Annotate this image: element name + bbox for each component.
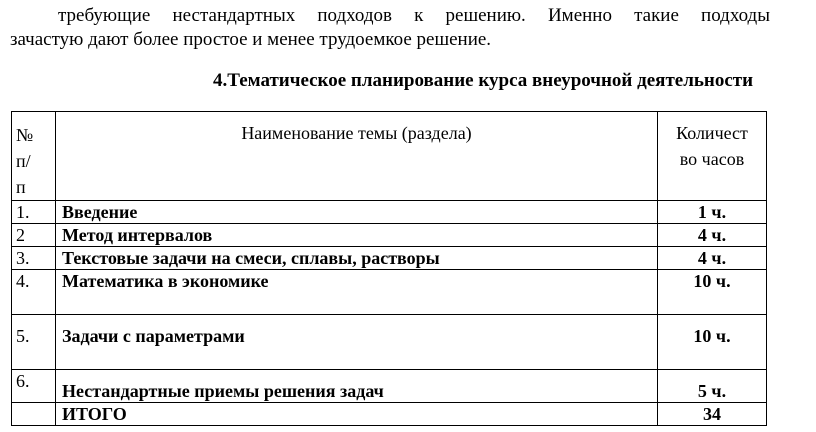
intro-paragraph bbox=[10, 4, 770, 52]
row-topic: Введение bbox=[56, 201, 658, 224]
header-hours-line-2: во часов bbox=[679, 149, 745, 169]
table-row bbox=[12, 370, 767, 403]
row-number: 2 bbox=[12, 224, 56, 247]
row-topic: Математика в экономике bbox=[56, 270, 658, 315]
header-number bbox=[12, 112, 56, 201]
row-hours: 1 ч. bbox=[658, 201, 767, 224]
header-hours bbox=[658, 112, 767, 201]
total-number bbox=[12, 403, 56, 426]
header-number-line-2: п/ bbox=[16, 151, 31, 171]
row-hours: 10 ч. bbox=[658, 270, 767, 315]
header-number-line-3: п bbox=[16, 177, 26, 197]
row-topic: Метод интервалов bbox=[56, 224, 658, 247]
row-hours: 10 ч. bbox=[658, 315, 767, 370]
header-topic-name: Наименование темы (раздела) bbox=[56, 112, 658, 201]
table-row bbox=[12, 315, 767, 370]
table-row bbox=[12, 270, 767, 315]
row-number: 1. bbox=[12, 201, 56, 224]
table-header-row bbox=[12, 112, 767, 201]
row-number: 4. bbox=[12, 270, 56, 315]
row-topic: Текстовые задачи на смеси, сплавы, растворы bbox=[56, 247, 658, 270]
row-number: 3. bbox=[12, 247, 56, 270]
row-topic: Нестандартные приемы решения задач bbox=[56, 370, 658, 403]
table-row bbox=[12, 201, 767, 224]
table-row bbox=[12, 224, 767, 247]
row-topic: Задачи с параметрами bbox=[56, 315, 658, 370]
total-label: ИТОГО bbox=[56, 403, 658, 426]
header-number-line-1: № bbox=[16, 125, 34, 145]
header-hours-line-1: Количест bbox=[676, 123, 748, 143]
total-hours: 34 bbox=[658, 403, 767, 426]
row-number: 5. bbox=[12, 315, 56, 370]
section-heading: 4.Тематическое планирование курса внеурочной деятельности bbox=[213, 70, 754, 91]
row-hours: 5 ч. bbox=[658, 370, 767, 403]
row-number: 6. bbox=[12, 370, 56, 403]
planning-table bbox=[11, 111, 767, 426]
row-hours: 4 ч. bbox=[658, 224, 767, 247]
intro-line-1: требующие нестандартных подходов к решению. Именно такие подходы bbox=[58, 5, 770, 26]
row-hours: 4 ч. bbox=[658, 247, 767, 270]
intro-line-2: зачастую дают более простое и менее трудоемкое решение. bbox=[10, 29, 492, 50]
table-row bbox=[12, 247, 767, 270]
table-total-row bbox=[12, 403, 767, 426]
